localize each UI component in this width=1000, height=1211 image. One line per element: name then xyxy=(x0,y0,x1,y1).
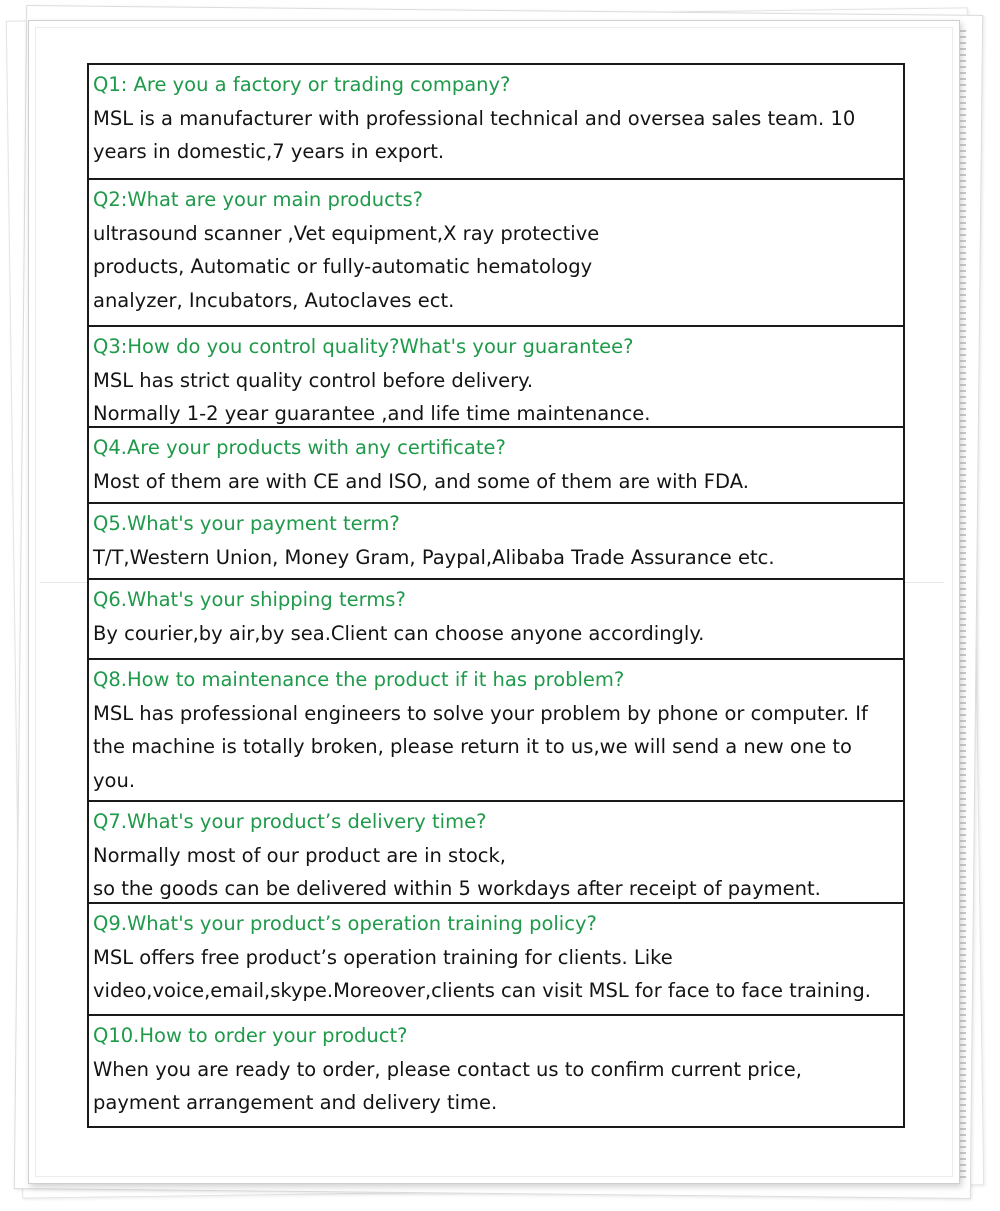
faq-item-q7 xyxy=(89,802,903,904)
faq-question: Q6.What's your shipping terms? xyxy=(93,588,406,611)
faq-question: Q9.What's your product’s operation training policy? xyxy=(93,912,597,935)
faq-answer-line: Normally most of our product are in stock, xyxy=(93,843,506,867)
faq-item-q10 xyxy=(89,1016,903,1126)
faq-answer-line: T/T,Western Union, Money Gram, Paypal,Alibaba Trade Assurance etc. xyxy=(93,545,775,569)
faq-answer-line: payment arrangement and delivery time. xyxy=(93,1091,498,1115)
faq-answer xyxy=(93,364,899,428)
faq-answer-line: ultrasound scanner ,Vet equipment,X ray protective xyxy=(93,221,600,245)
faq-answer-line: By courier,by air,by sea.Client can choose anyone accordingly. xyxy=(93,621,705,645)
faq-answer-line: years in domestic,7 years in export. xyxy=(93,140,445,164)
faq-answer-line: MSL offers free product’s operation training for clients. Like xyxy=(93,945,673,969)
faq-table xyxy=(87,63,905,1128)
faq-item-q3 xyxy=(89,327,903,428)
faq-answer xyxy=(93,217,899,318)
faq-item-q2 xyxy=(89,180,903,327)
faq-answer xyxy=(93,465,899,499)
faq-answer-line: video,voice,email,skype.Moreover,clients can visit MSL for face to face training. xyxy=(93,979,871,1003)
faq-item-q5 xyxy=(89,504,903,580)
faq-item-q4 xyxy=(89,428,903,504)
faq-question: Q3:How do you control quality?What's your guarantee? xyxy=(93,335,634,358)
faq-answer xyxy=(93,541,899,575)
faq-question: Q4.Are your products with any certificate? xyxy=(93,436,506,459)
faq-item-q8 xyxy=(89,660,903,802)
faq-question: Q2:What are your main products? xyxy=(93,188,423,211)
faq-answer-line: analyzer, Incubators, Autoclaves ect. xyxy=(93,288,455,312)
faq-answer xyxy=(93,839,899,904)
faq-question: Q7.What's your product’s delivery time? xyxy=(93,810,487,833)
faq-answer xyxy=(93,697,899,798)
faq-answer xyxy=(93,941,899,1008)
faq-item-q9 xyxy=(89,904,903,1016)
faq-question: Q5.What's your payment term? xyxy=(93,512,400,535)
faq-answer-line: When you are ready to order, please contact us to confirm current price, xyxy=(93,1057,802,1081)
faq-answer-line: Most of them are with CE and ISO, and some of them are with FDA. xyxy=(93,469,749,493)
faq-answer-line: so the goods can be delivered within 5 workdays after receipt of payment. xyxy=(93,877,821,901)
perforated-edge xyxy=(960,30,966,1180)
faq-answer-line: Normally 1-2 year guarantee ,and life time maintenance. xyxy=(93,402,651,426)
faq-answer-line: products, Automatic or fully-automatic hematology xyxy=(93,255,593,279)
faq-item-q1 xyxy=(89,65,903,180)
faq-answer-line: MSL has strict quality control before delivery. xyxy=(93,368,534,392)
faq-answer xyxy=(93,102,899,169)
faq-question: Q1: Are you a factory or trading company? xyxy=(93,73,511,96)
faq-answer xyxy=(93,1053,899,1120)
faq-question: Q10.How to order your product? xyxy=(93,1024,408,1047)
faq-answer xyxy=(93,617,899,651)
faq-item-q6 xyxy=(89,580,903,660)
faq-answer-line: MSL is a manufacturer with professional technical and oversea sales team. 10 xyxy=(93,106,856,130)
faq-question: Q8.How to maintenance the product if it has problem? xyxy=(93,668,625,691)
faq-answer-line: the machine is totally broken, please return it to us,we will send a new one to xyxy=(93,735,852,759)
faq-answer-line: you. xyxy=(93,768,136,792)
faq-answer-line: MSL has professional engineers to solve your problem by phone or computer. If xyxy=(93,701,868,725)
